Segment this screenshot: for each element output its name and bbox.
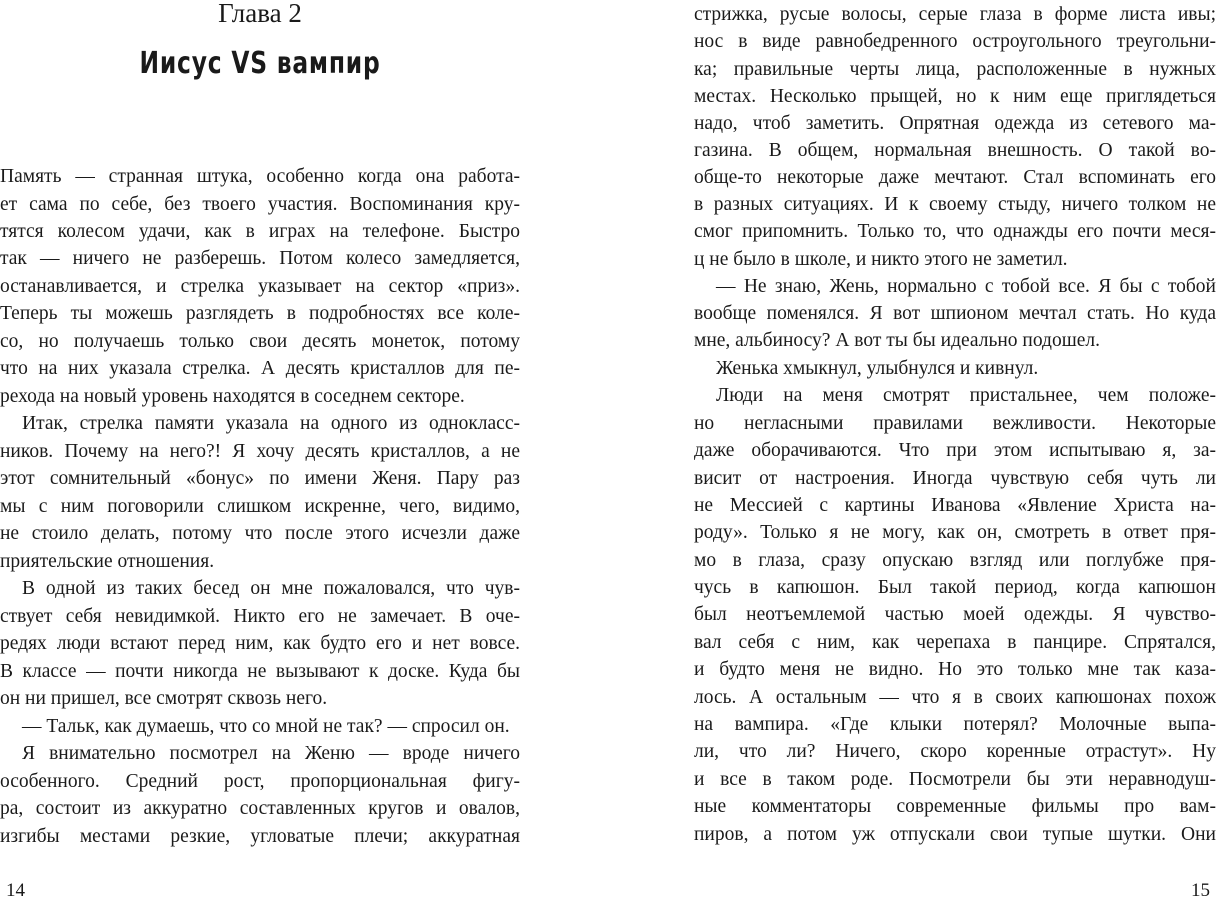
text-line: рехода на новый уровень находятся в соседнем секторе. [0, 386, 465, 407]
text-line: что на них указала стрелка. А десять кристаллов для пе- [0, 358, 520, 379]
text-line: но негласными правилами вежливости. Некоторые [694, 413, 1216, 434]
text-line: висит от настроения. Иногда чувствую себя чуть ли [694, 468, 1216, 489]
text-line: нос в виде равнобедренного остроугольного треугольни- [694, 31, 1216, 52]
text-line: обще-то некоторые даже мечтают. Стал вспоминать его [694, 167, 1216, 188]
text-line: Женька хмыкнул, улыбнулся и кивнул. [716, 358, 1039, 379]
text-line: был неотъемлемой частью моей одежды. Я чувство- [694, 604, 1216, 625]
text-line: пиров, а потом уж отпускали свои тупые шутки. Они [694, 824, 1216, 845]
page-number: 14 [6, 880, 25, 901]
text-line: надо, чтоб заметить. Опрятная одежда из сетевого ма- [694, 113, 1216, 134]
text-line: стрижка, русые волосы, серые глаза в форме листа ивы; [694, 4, 1216, 25]
text-line: ет сама по себе, без твоего участия. Воспоминания кру- [0, 194, 520, 215]
text-line: не стоило делать, потому что после этого исчезли даже [0, 523, 520, 544]
text-line: приятельские отношения. [0, 551, 215, 572]
text-line: вал себя с ним, как черепаха в панцире. Спрятался, [694, 632, 1216, 653]
chapter-label: Глава 2 [218, 0, 302, 28]
text-line: редях люди встают перед ним, как будто его и нет вовсе. [0, 633, 520, 654]
right-page [694, 0, 1216, 900]
text-line: ц не было в школе, и никто этого не заметил. [694, 249, 1068, 270]
text-line: и все в таком роде. Посмотрели бы эти неравнодуш- [694, 769, 1216, 790]
text-line: местах. Несколько прыщей, но к ним еще приглядеться [694, 86, 1216, 107]
text-line: — Не знаю, Жень, нормально с тобой все. Я бы с тобой [716, 276, 1216, 297]
text-line: со, но получаешь только свои десять монеток, потому [0, 331, 520, 352]
text-line: В классе — почти никогда не вызывают к доске. Куда бы [0, 661, 520, 682]
text-line: тятся колесом удачи, как в играх на телефоне. Быстро [0, 221, 520, 242]
text-line: вообще поменялся. Я вот шпионом мечтал стать. Но куда [694, 303, 1216, 324]
text-line: мне, альбиносу? А вот ты бы идеально подошел. [694, 330, 1100, 351]
text-line: чусь в капюшон. Был такой период, когда капюшон [694, 577, 1216, 598]
text-line: останавливается, и стрелка указывает на сектор «приз». [0, 276, 520, 297]
text-line: В одной из таких бесед он мне пожаловался, что чув- [22, 578, 520, 599]
text-line: ка; правильные черты лица, расположенные в нужных [694, 59, 1216, 80]
text-line: не Мессией с картины Иванова «Явление Христа на- [694, 495, 1216, 516]
text-line: особенного. Средний рост, пропорциональная фигу- [0, 771, 520, 792]
text-line: Я внимательно посмотрел на Женю — вроде ничего [22, 743, 520, 764]
text-line: смог припомнить. Только то, что однажды его почти меся- [694, 221, 1216, 242]
text-line: ствует себя невидимкой. Никто его не замечает. В оче- [0, 606, 520, 627]
text-line: — Тальк, как думаешь, что со мной не так? — спросил он. [22, 716, 510, 737]
text-line: Память — странная штука, особенно когда она работа- [0, 166, 520, 187]
text-line: этот сомнительный «бонус» по имени Женя. Пару раз [0, 468, 520, 489]
text-line: ников. Почему на него?! Я хочу десять кристаллов, а не [0, 441, 520, 462]
page-number: 15 [1191, 880, 1210, 901]
text-line: он ни пришел, все смотрят сквозь него. [0, 688, 328, 709]
text-line: роду». Только я не могу, как он, смотреть в ответ пря- [694, 522, 1216, 543]
text-line: газина. В общем, нормальная внешность. О такой во- [694, 140, 1216, 161]
text-line: лось. А остальным — что я в своих капюшонах похож [694, 687, 1216, 708]
text-line: на вампира. «Где клыки потерял? Молочные выпа- [694, 714, 1216, 735]
text-line: ные комментаторы современные фильмы про вам- [694, 796, 1216, 817]
text-line: мы с ним поговорили слишком искренне, чего, видимо, [0, 496, 520, 517]
chapter-title: Иисус VS вампир [139, 46, 381, 81]
text-line: даже оборачиваются. Что при этом испытываю я, за- [694, 440, 1216, 461]
text-line: Теперь ты можешь разглядеть в подробностях все коле- [0, 303, 520, 324]
text-line: в разных ситуациях. И к своему стыду, ничего толком не [694, 194, 1216, 215]
text-line: мо в глаза, сразу опускаю взгляд или поглубже пря- [694, 550, 1216, 571]
text-line: ли, что ли? Ничего, скоро коренные отрастут». Ну [694, 741, 1216, 762]
text-line: и будто меня не видно. Но это только мне так каза- [694, 659, 1216, 680]
text-line: Люди на меня смотрят пристальнее, чем положе- [716, 385, 1216, 406]
text-line: так — ничего не разберешь. Потом колесо замедляется, [0, 248, 520, 269]
text-line: ра, состоит из аккуратно составленных кругов и овалов, [0, 798, 520, 819]
text-line: изгибы местами резкие, угловатые плечи; аккуратная [0, 826, 520, 847]
text-line: Итак, стрелка памяти указала на одного из однокласс- [22, 413, 520, 434]
left-page [0, 0, 520, 900]
